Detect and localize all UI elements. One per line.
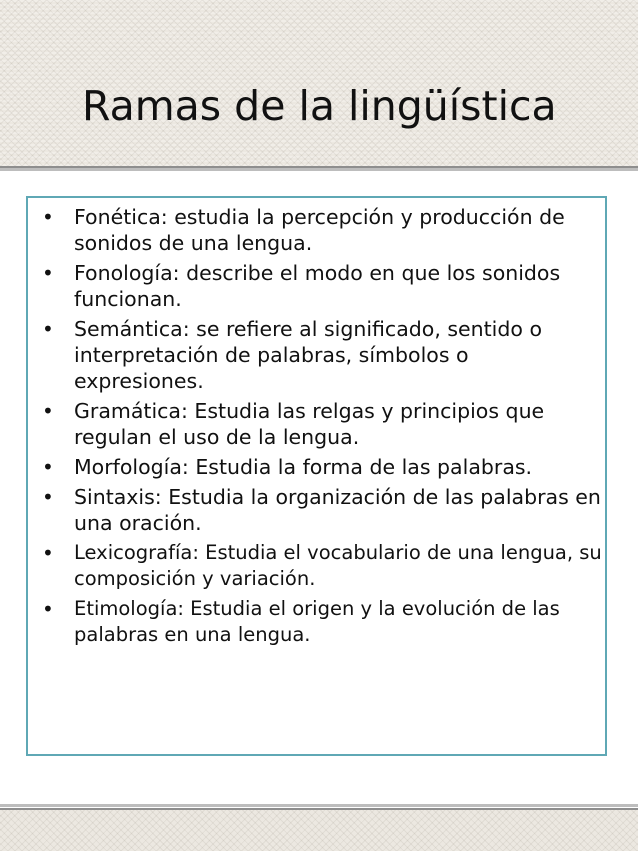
list-item [42,540,602,592]
bullet-icon: • [42,261,54,285]
bullet-icon: • [42,597,54,621]
list-item [42,316,602,394]
list-item [42,204,602,256]
list-item [42,484,602,536]
bullet-icon: • [42,317,54,341]
list-item-text: Gramática: Estudia las relgas y principios que regulan el uso de la lengua. [74,399,545,449]
list-item [42,454,602,480]
list-item-text: Morfología: Estudia la forma de las palabras. [74,455,533,479]
list-item-text: Sintaxis: Estudia la organización de las palabras en una oración. [74,485,601,535]
page-title: Ramas de la lingüística [82,82,557,130]
list-item [42,398,602,450]
bullet-icon: • [42,455,54,479]
list-item-text: Etimología: Estudia el origen y la evolución de las palabras en una lengua. [74,597,560,646]
footer-band [0,808,638,851]
title-band [0,0,638,168]
bullet-icon: • [42,485,54,509]
list-item [42,260,602,312]
bullet-icon: • [42,541,54,565]
list-item-text: Fonología: describe el modo en que los sonidos funcionan. [74,261,561,311]
list-item [42,596,602,648]
list-item-text: Semántica: se refiere al significado, sentido o interpretación de palabras, símbolos o expresiones. [74,317,542,393]
content-box [26,196,607,756]
bullet-list [42,204,602,652]
bullet-icon: • [42,205,54,229]
list-item-text: Lexicografía: Estudia el vocabulario de una lengua, su composición y variación. [74,541,602,590]
bullet-icon: • [42,399,54,423]
list-item-text: Fonética: estudia la percepción y producción de sonidos de una lengua. [74,205,565,255]
